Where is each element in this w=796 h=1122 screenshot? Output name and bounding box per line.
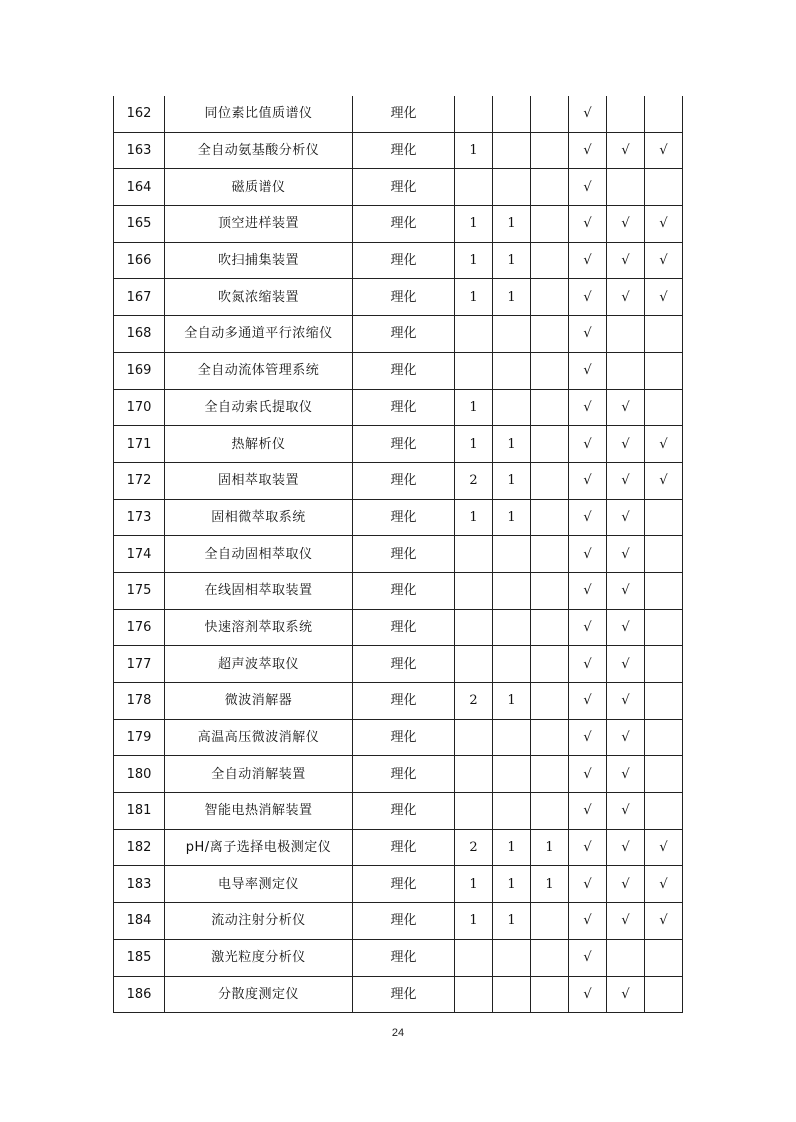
check-col-1-cell: √	[569, 976, 607, 1013]
quantity-col-2-cell	[493, 169, 531, 206]
quantity-col-3-cell	[531, 646, 569, 683]
row-number-cell: 170	[114, 389, 165, 426]
equipment-name-cell: 流动注射分析仪	[165, 903, 353, 940]
quantity-col-1-cell	[455, 646, 493, 683]
equipment-name-cell: 在线固相萃取装置	[165, 572, 353, 609]
check-col-3-cell	[645, 389, 683, 426]
category-cell: 理化	[353, 316, 455, 353]
quantity-col-3-cell	[531, 426, 569, 463]
row-number-cell: 176	[114, 609, 165, 646]
quantity-col-2-cell: 1	[493, 903, 531, 940]
equipment-name-cell: 全自动多通道平行浓缩仪	[165, 316, 353, 353]
check-col-1-cell: √	[569, 829, 607, 866]
category-cell: 理化	[353, 132, 455, 169]
category-cell: 理化	[353, 829, 455, 866]
check-col-2-cell: √	[607, 609, 645, 646]
equipment-name-cell: 吹氮浓缩装置	[165, 279, 353, 316]
check-col-1-cell: √	[569, 683, 607, 720]
category-cell: 理化	[353, 426, 455, 463]
check-col-2-cell: √	[607, 499, 645, 536]
check-col-2-cell	[607, 316, 645, 353]
check-col-2-cell	[607, 939, 645, 976]
check-col-2-cell: √	[607, 719, 645, 756]
equipment-name-cell: pH/离子选择电极测定仪	[165, 829, 353, 866]
table-row	[114, 499, 683, 536]
row-number-cell: 169	[114, 352, 165, 389]
check-col-1-cell: √	[569, 96, 607, 132]
row-number-cell: 165	[114, 206, 165, 243]
check-col-3-cell: √	[645, 132, 683, 169]
category-cell: 理化	[353, 572, 455, 609]
table-row	[114, 389, 683, 426]
check-col-1-cell: √	[569, 646, 607, 683]
table-row	[114, 756, 683, 793]
check-col-3-cell: √	[645, 462, 683, 499]
category-cell: 理化	[353, 536, 455, 573]
category-cell: 理化	[353, 866, 455, 903]
table-row	[114, 609, 683, 646]
quantity-col-2-cell	[493, 352, 531, 389]
table-row	[114, 719, 683, 756]
quantity-col-1-cell: 1	[455, 499, 493, 536]
quantity-col-3-cell	[531, 719, 569, 756]
equipment-name-cell: 微波消解器	[165, 683, 353, 720]
quantity-col-3-cell	[531, 352, 569, 389]
category-cell: 理化	[353, 206, 455, 243]
quantity-col-3-cell	[531, 572, 569, 609]
check-col-3-cell	[645, 536, 683, 573]
category-cell: 理化	[353, 279, 455, 316]
row-number-cell: 174	[114, 536, 165, 573]
check-col-3-cell	[645, 756, 683, 793]
equipment-name-cell: 全自动固相萃取仪	[165, 536, 353, 573]
equipment-name-cell: 高温高压微波消解仪	[165, 719, 353, 756]
table-row	[114, 462, 683, 499]
check-col-2-cell: √	[607, 206, 645, 243]
check-col-1-cell: √	[569, 719, 607, 756]
check-col-1-cell: √	[569, 462, 607, 499]
check-col-3-cell	[645, 169, 683, 206]
quantity-col-1-cell: 2	[455, 683, 493, 720]
check-col-2-cell: √	[607, 976, 645, 1013]
table-row	[114, 866, 683, 903]
quantity-col-1-cell	[455, 316, 493, 353]
equipment-name-cell: 智能电热消解装置	[165, 793, 353, 830]
category-cell: 理化	[353, 646, 455, 683]
check-col-3-cell: √	[645, 903, 683, 940]
quantity-col-3-cell	[531, 389, 569, 426]
category-cell: 理化	[353, 96, 455, 132]
quantity-col-1-cell	[455, 976, 493, 1013]
equipment-name-cell: 固相萃取装置	[165, 462, 353, 499]
check-col-2-cell	[607, 96, 645, 132]
quantity-col-2-cell: 1	[493, 462, 531, 499]
table-row	[114, 96, 683, 132]
quantity-col-2-cell	[493, 719, 531, 756]
check-col-3-cell	[645, 609, 683, 646]
check-col-2-cell: √	[607, 683, 645, 720]
quantity-col-3-cell	[531, 206, 569, 243]
row-number-cell: 185	[114, 939, 165, 976]
row-number-cell: 173	[114, 499, 165, 536]
table-body	[114, 96, 683, 1013]
check-col-2-cell: √	[607, 242, 645, 279]
check-col-3-cell	[645, 646, 683, 683]
check-col-3-cell	[645, 572, 683, 609]
quantity-col-2-cell: 1	[493, 683, 531, 720]
equipment-name-cell: 吹扫捕集装置	[165, 242, 353, 279]
equipment-name-cell: 全自动消解装置	[165, 756, 353, 793]
equipment-name-cell: 超声波萃取仪	[165, 646, 353, 683]
check-col-1-cell: √	[569, 426, 607, 463]
category-cell: 理化	[353, 169, 455, 206]
quantity-col-2-cell	[493, 96, 531, 132]
check-col-1-cell: √	[569, 206, 607, 243]
check-col-2-cell: √	[607, 829, 645, 866]
quantity-col-1-cell	[455, 939, 493, 976]
check-col-2-cell: √	[607, 389, 645, 426]
check-col-2-cell: √	[607, 279, 645, 316]
check-col-1-cell: √	[569, 903, 607, 940]
quantity-col-1-cell	[455, 793, 493, 830]
quantity-col-3-cell	[531, 536, 569, 573]
check-col-1-cell: √	[569, 316, 607, 353]
quantity-col-3-cell	[531, 903, 569, 940]
quantity-col-2-cell	[493, 939, 531, 976]
quantity-col-1-cell	[455, 756, 493, 793]
quantity-col-3-cell	[531, 279, 569, 316]
quantity-col-3-cell	[531, 462, 569, 499]
quantity-col-3-cell: 1	[531, 829, 569, 866]
equipment-name-cell: 电导率测定仪	[165, 866, 353, 903]
quantity-col-3-cell	[531, 756, 569, 793]
category-cell: 理化	[353, 499, 455, 536]
quantity-col-3-cell	[531, 132, 569, 169]
table-row	[114, 829, 683, 866]
quantity-col-3-cell	[531, 609, 569, 646]
equipment-name-cell: 顶空进样装置	[165, 206, 353, 243]
row-number-cell: 177	[114, 646, 165, 683]
table-row	[114, 536, 683, 573]
quantity-col-2-cell	[493, 132, 531, 169]
equipment-name-cell: 同位素比值质谱仪	[165, 96, 353, 132]
quantity-col-3-cell	[531, 976, 569, 1013]
equipment-table	[113, 96, 683, 1013]
quantity-col-1-cell: 1	[455, 242, 493, 279]
table-row	[114, 572, 683, 609]
check-col-3-cell: √	[645, 279, 683, 316]
check-col-2-cell: √	[607, 462, 645, 499]
check-col-3-cell: √	[645, 426, 683, 463]
category-cell: 理化	[353, 903, 455, 940]
quantity-col-3-cell	[531, 793, 569, 830]
quantity-col-1-cell: 1	[455, 206, 493, 243]
check-col-2-cell: √	[607, 536, 645, 573]
row-number-cell: 175	[114, 572, 165, 609]
check-col-1-cell: √	[569, 793, 607, 830]
check-col-2-cell: √	[607, 756, 645, 793]
check-col-2-cell	[607, 352, 645, 389]
quantity-col-2-cell	[493, 609, 531, 646]
check-col-1-cell: √	[569, 279, 607, 316]
table-row	[114, 939, 683, 976]
check-col-2-cell: √	[607, 646, 645, 683]
row-number-cell: 186	[114, 976, 165, 1013]
check-col-3-cell	[645, 96, 683, 132]
category-cell: 理化	[353, 793, 455, 830]
table-row	[114, 352, 683, 389]
quantity-col-2-cell	[493, 316, 531, 353]
table-row	[114, 279, 683, 316]
quantity-col-3-cell	[531, 316, 569, 353]
quantity-col-2-cell: 1	[493, 866, 531, 903]
table-row	[114, 426, 683, 463]
quantity-col-2-cell	[493, 572, 531, 609]
quantity-col-2-cell: 1	[493, 279, 531, 316]
quantity-col-2-cell	[493, 646, 531, 683]
quantity-col-3-cell	[531, 683, 569, 720]
table-row	[114, 242, 683, 279]
check-col-2-cell: √	[607, 132, 645, 169]
check-col-3-cell	[645, 352, 683, 389]
check-col-1-cell: √	[569, 169, 607, 206]
quantity-col-2-cell	[493, 536, 531, 573]
equipment-name-cell: 快速溶剂萃取系统	[165, 609, 353, 646]
quantity-col-1-cell	[455, 609, 493, 646]
quantity-col-1-cell: 1	[455, 389, 493, 426]
quantity-col-2-cell: 1	[493, 242, 531, 279]
table-row	[114, 316, 683, 353]
quantity-col-1-cell: 2	[455, 829, 493, 866]
page-number: 24	[391, 1027, 405, 1039]
quantity-col-3-cell: 1	[531, 866, 569, 903]
check-col-3-cell	[645, 793, 683, 830]
quantity-col-1-cell: 1	[455, 866, 493, 903]
category-cell: 理化	[353, 683, 455, 720]
quantity-col-2-cell	[493, 389, 531, 426]
check-col-1-cell: √	[569, 132, 607, 169]
quantity-col-2-cell: 1	[493, 499, 531, 536]
equipment-name-cell: 热解析仪	[165, 426, 353, 463]
category-cell: 理化	[353, 462, 455, 499]
quantity-col-2-cell: 1	[493, 426, 531, 463]
check-col-1-cell: √	[569, 939, 607, 976]
category-cell: 理化	[353, 939, 455, 976]
quantity-col-2-cell	[493, 793, 531, 830]
quantity-col-1-cell	[455, 572, 493, 609]
quantity-col-1-cell	[455, 169, 493, 206]
category-cell: 理化	[353, 242, 455, 279]
check-col-2-cell: √	[607, 426, 645, 463]
check-col-3-cell: √	[645, 206, 683, 243]
row-number-cell: 178	[114, 683, 165, 720]
check-col-1-cell: √	[569, 242, 607, 279]
quantity-col-2-cell	[493, 756, 531, 793]
table-row	[114, 903, 683, 940]
quantity-col-1-cell: 1	[455, 279, 493, 316]
table-row	[114, 132, 683, 169]
check-col-1-cell: √	[569, 866, 607, 903]
quantity-col-2-cell	[493, 976, 531, 1013]
quantity-col-1-cell	[455, 352, 493, 389]
row-number-cell: 167	[114, 279, 165, 316]
table-row	[114, 646, 683, 683]
quantity-col-1-cell: 1	[455, 903, 493, 940]
check-col-3-cell: √	[645, 866, 683, 903]
check-col-1-cell: √	[569, 572, 607, 609]
row-number-cell: 162	[114, 96, 165, 132]
quantity-col-1-cell: 1	[455, 426, 493, 463]
check-col-1-cell: √	[569, 389, 607, 426]
row-number-cell: 180	[114, 756, 165, 793]
check-col-2-cell: √	[607, 572, 645, 609]
category-cell: 理化	[353, 756, 455, 793]
check-col-3-cell	[645, 316, 683, 353]
equipment-name-cell: 固相微萃取系统	[165, 499, 353, 536]
check-col-3-cell	[645, 683, 683, 720]
row-number-cell: 181	[114, 793, 165, 830]
table-row	[114, 206, 683, 243]
row-number-cell: 163	[114, 132, 165, 169]
quantity-col-1-cell	[455, 536, 493, 573]
check-col-3-cell	[645, 976, 683, 1013]
row-number-cell: 182	[114, 829, 165, 866]
check-col-2-cell	[607, 169, 645, 206]
check-col-1-cell: √	[569, 499, 607, 536]
row-number-cell: 164	[114, 169, 165, 206]
table-row	[114, 169, 683, 206]
equipment-name-cell: 分散度测定仪	[165, 976, 353, 1013]
check-col-3-cell	[645, 499, 683, 536]
row-number-cell: 172	[114, 462, 165, 499]
row-number-cell: 179	[114, 719, 165, 756]
row-number-cell: 183	[114, 866, 165, 903]
quantity-col-3-cell	[531, 242, 569, 279]
equipment-name-cell: 激光粒度分析仪	[165, 939, 353, 976]
check-col-2-cell: √	[607, 793, 645, 830]
equipment-name-cell: 全自动流体管理系统	[165, 352, 353, 389]
table-row	[114, 793, 683, 830]
check-col-2-cell: √	[607, 866, 645, 903]
category-cell: 理化	[353, 609, 455, 646]
equipment-name-cell: 磁质谱仪	[165, 169, 353, 206]
check-col-3-cell	[645, 719, 683, 756]
check-col-3-cell: √	[645, 242, 683, 279]
category-cell: 理化	[353, 719, 455, 756]
quantity-col-1-cell	[455, 96, 493, 132]
row-number-cell: 184	[114, 903, 165, 940]
quantity-col-3-cell	[531, 939, 569, 976]
quantity-col-3-cell	[531, 169, 569, 206]
equipment-name-cell: 全自动氨基酸分析仪	[165, 132, 353, 169]
quantity-col-2-cell: 1	[493, 206, 531, 243]
category-cell: 理化	[353, 389, 455, 426]
equipment-name-cell: 全自动索氏提取仪	[165, 389, 353, 426]
check-col-1-cell: √	[569, 609, 607, 646]
quantity-col-3-cell	[531, 499, 569, 536]
row-number-cell: 166	[114, 242, 165, 279]
check-col-1-cell: √	[569, 536, 607, 573]
check-col-3-cell: √	[645, 829, 683, 866]
quantity-col-1-cell: 2	[455, 462, 493, 499]
category-cell: 理化	[353, 976, 455, 1013]
quantity-col-1-cell	[455, 719, 493, 756]
quantity-col-2-cell: 1	[493, 829, 531, 866]
row-number-cell: 171	[114, 426, 165, 463]
check-col-1-cell: √	[569, 352, 607, 389]
table-row	[114, 683, 683, 720]
row-number-cell: 168	[114, 316, 165, 353]
quantity-col-3-cell	[531, 96, 569, 132]
check-col-1-cell: √	[569, 756, 607, 793]
quantity-col-1-cell: 1	[455, 132, 493, 169]
category-cell: 理化	[353, 352, 455, 389]
table-row	[114, 976, 683, 1013]
check-col-2-cell: √	[607, 903, 645, 940]
check-col-3-cell	[645, 939, 683, 976]
